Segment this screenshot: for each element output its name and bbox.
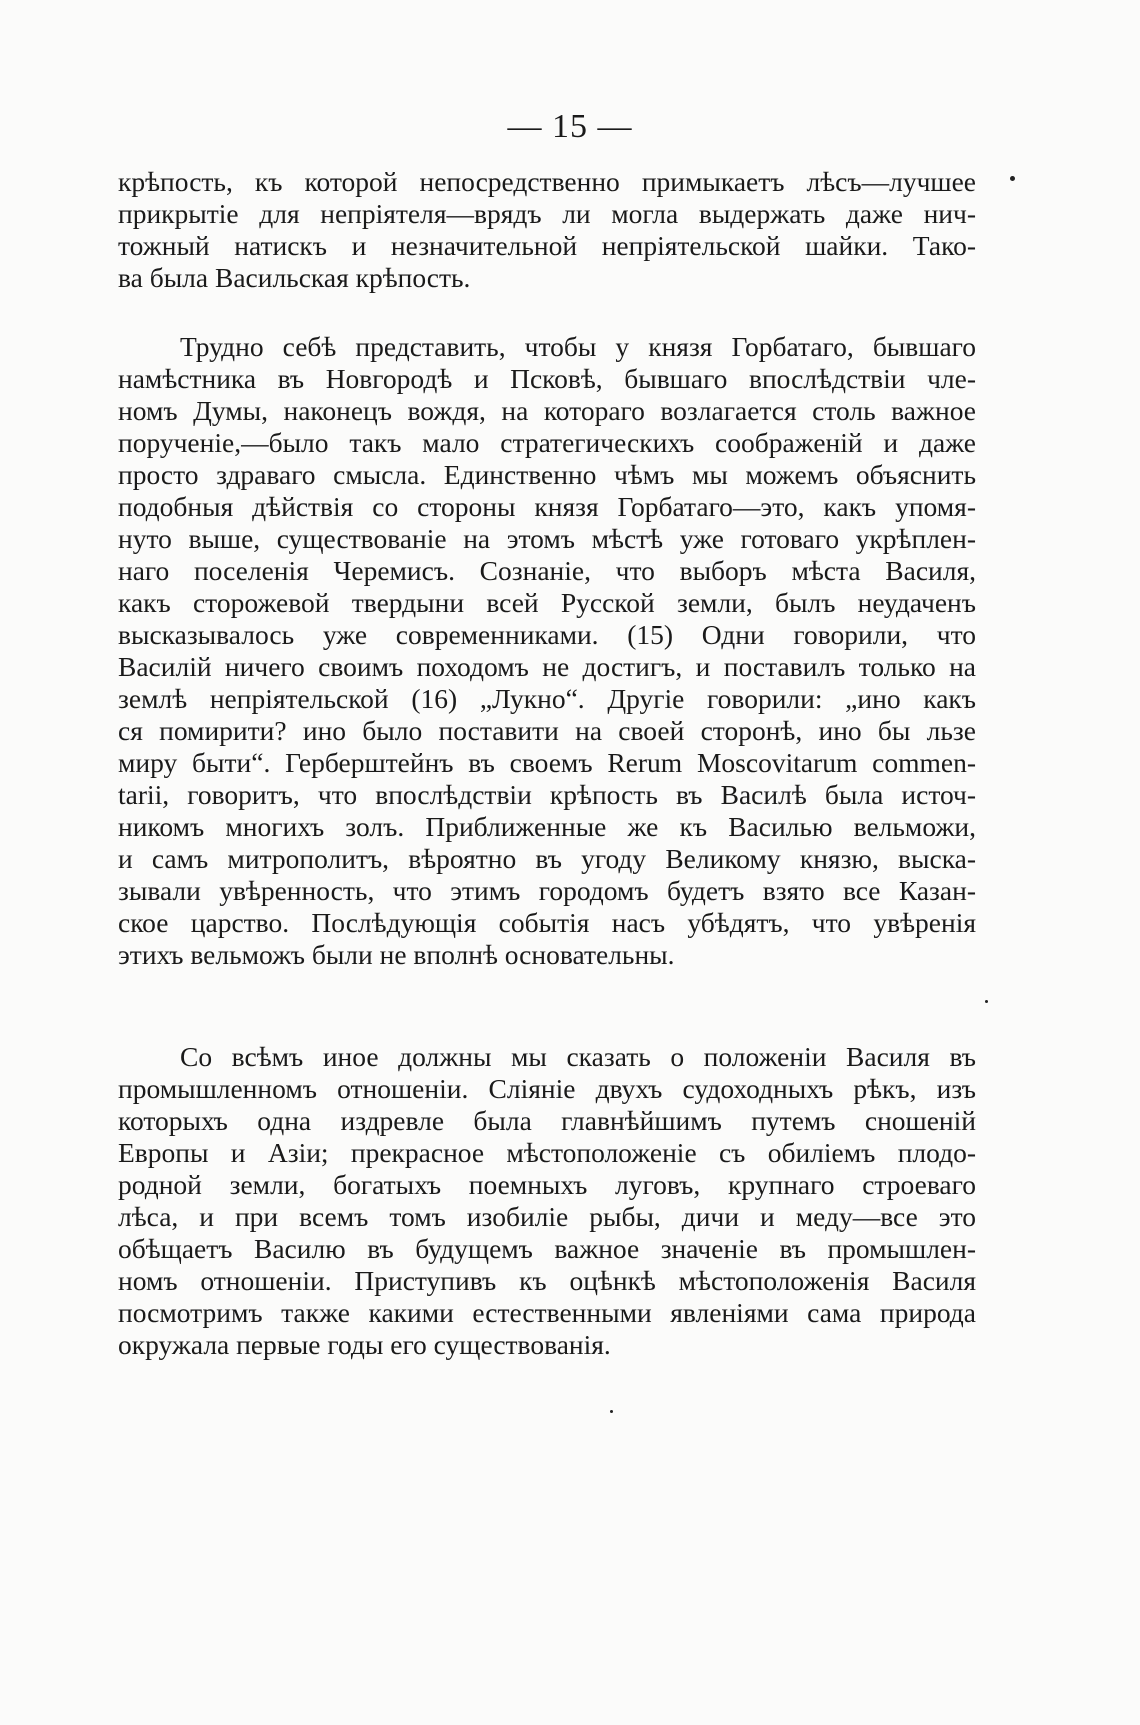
text-line: тожный натискъ и незначительной непріятельской шайки. Тако- [118, 230, 976, 261]
text-line: прикрытіе для непріятеля—врядъ ли могла выдержать даже нич- [118, 198, 976, 229]
text-line: обѣщаетъ Василю въ будущемъ важное значеніе въ промышлен- [118, 1233, 976, 1264]
text-line: подобныя дѣйствія со стороны князя Горбатаго—это, какъ упомя- [118, 491, 976, 522]
text-line: Со всѣмъ иное должны мы сказать о положеніи Василя въ [180, 1041, 976, 1072]
text-line: которыхъ одна издревле была главнѣйшимъ путемъ сношеній [118, 1105, 976, 1136]
text-line: какъ сторожевой твердыни всей Русской земли, былъ неудаченъ [118, 587, 976, 618]
text-line: миру быти“. Герберштейнъ въ своемъ Rerum Moscovitarum commen- [118, 747, 976, 778]
text-line: родной земли, богатыхъ поемныхъ луговъ, крупнаго строеваго [118, 1169, 976, 1200]
text-line: номъ Думы, наконецъ вождя, на котораго возлагается столь важное [118, 395, 976, 426]
ink-speck [1010, 176, 1015, 181]
text-line: ся помирити? ино было поставити на своей сторонѣ, ино бы льзе [118, 715, 976, 746]
text-line: tarii, говоритъ, что впослѣдствіи крѣпость въ Василѣ была источ- [118, 779, 976, 810]
text-line: ва была Васильская крѣпость. [118, 262, 471, 293]
page-number: — 15 — [507, 108, 633, 145]
text-line: намѣстника въ Новгородѣ и Псковѣ, бывшаго впослѣдствіи чле- [118, 363, 976, 394]
text-line: просто здраваго смысла. Единственно чѣмъ мы можемъ объяснить [118, 459, 976, 490]
text-line: Василій ничего своимъ походомъ не достигъ, и поставилъ только на [118, 651, 976, 682]
text-line: окружала первые годы его существованія. [118, 1329, 611, 1360]
text-line: Трудно себѣ представить, чтобы у князя Горбатаго, бывшаго [180, 331, 976, 362]
text-line: этихъ вельможъ были не вполнѣ основательны. [118, 939, 675, 970]
text-line: землѣ непріятельской (16) „Лукно“. Другіе говорили: „ино какъ [118, 683, 976, 714]
text-line: порученіе,—было такъ мало стратегическихъ соображеній и даже [118, 427, 976, 458]
ink-speck [610, 1410, 613, 1413]
text-line: ское царство. Послѣдующія событія насъ убѣдятъ, что увѣренія [118, 907, 976, 938]
text-line: нуто выше, существованіе на этомъ мѣстѣ уже готоваго укрѣплен- [118, 523, 976, 554]
text-line: и самъ митрополитъ, вѣроятно въ угоду Великому князю, выска- [118, 843, 976, 874]
text-line: наго поселенія Черемисъ. Сознаніе, что выборъ мѣста Василя, [118, 555, 976, 586]
text-line: лѣса, и при всемъ томъ изобиліе рыбы, дичи и меду—все это [118, 1201, 976, 1232]
ink-speck [985, 1000, 988, 1003]
text-line: посмотримъ также какими естественными явленіями сама природа [118, 1297, 976, 1328]
text-line: номъ отношеніи. Приступивъ къ оцѣнкѣ мѣстоположенія Василя [118, 1265, 976, 1296]
text-line: Европы и Азіи; прекрасное мѣстоположеніе съ обиліемъ плодо- [118, 1137, 976, 1168]
text-line: высказывалось уже современниками. (15) Одни говорили, что [118, 619, 976, 650]
text-line: никомъ многихъ золъ. Приближенные же къ Василью вельможи, [118, 811, 976, 842]
text-line: крѣпость, къ которой непосредственно примыкаетъ лѣсъ—лучшее [118, 166, 976, 197]
text-line: зывали увѣренность, что этимъ городомъ будетъ взято все Казан- [118, 875, 976, 906]
text-line: промышленномъ отношеніи. Сліяніе двухъ судоходныхъ рѣкъ, изъ [118, 1073, 976, 1104]
